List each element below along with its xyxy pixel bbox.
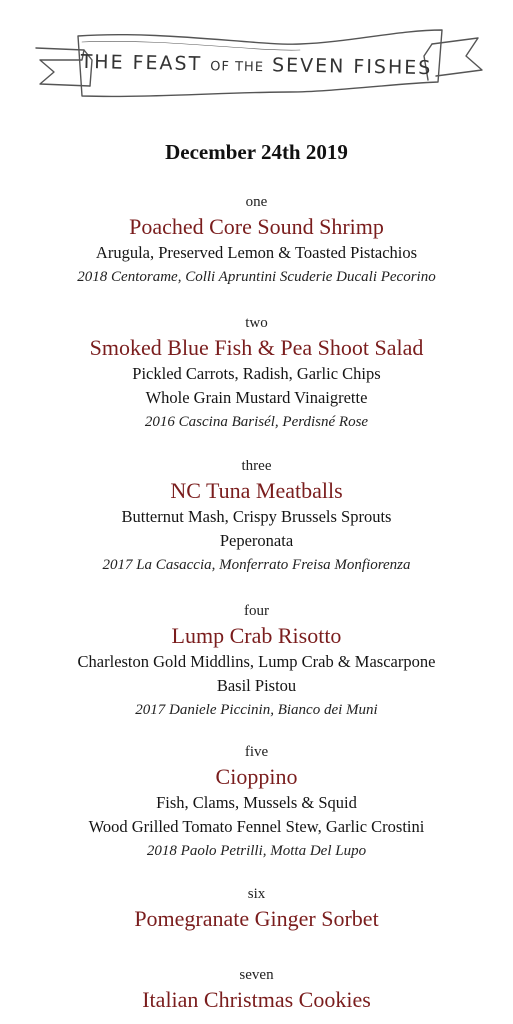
- wine-pairing: 2017 Daniele Piccinin, Bianco dei Muni: [135, 702, 378, 718]
- course-title: Poached Core Sound Shrimp: [129, 214, 384, 239]
- course-description: Butternut Mash, Crispy Brussels Sprouts: [121, 507, 392, 526]
- course-one: [0, 192, 513, 289]
- course-number: six: [247, 886, 266, 902]
- course-description: Basil Pistou: [216, 676, 297, 695]
- course-two: [0, 313, 513, 434]
- course-number: three: [241, 458, 272, 474]
- course-number: five: [244, 744, 269, 760]
- banner-word-feast: FEAST: [132, 51, 203, 76]
- wine-pairing: 2018 Paolo Petrilli, Motta Del Lupo: [146, 843, 367, 859]
- wine-pairing: 2018 Centorame, Colli Apruntini Scuderie Ducali Pecorino: [77, 269, 436, 285]
- course-description: Pickled Carrots, Radish, Garlic Chips: [132, 364, 381, 383]
- course-description: Wood Grilled Tomato Fennel Stew, Garlic Crostini: [88, 817, 425, 836]
- course-title: NC Tuna Meatballs: [170, 478, 343, 503]
- course-title: Cioppino: [215, 764, 298, 789]
- course-description: Arugula, Preserved Lemon & Toasted Pistachios: [95, 243, 418, 262]
- course-title: Italian Christmas Cookies: [142, 987, 371, 1012]
- banner-word-of-the: OF THE: [210, 59, 265, 76]
- course-description: Peperonata: [219, 531, 294, 550]
- course-number: one: [245, 194, 268, 210]
- course-description: Whole Grain Mustard Vinaigrette: [145, 388, 368, 407]
- wine-pairing: 2016 Cascina Barisél, Perdisné Rose: [144, 414, 369, 430]
- course-number: two: [245, 315, 268, 331]
- course-number: seven: [239, 967, 274, 983]
- course-seven: [0, 965, 513, 1014]
- course-number: four: [244, 603, 269, 619]
- title-banner: [0, 0, 513, 118]
- course-description: Charleston Gold Middlins, Lump Crab & Mascarpone: [77, 652, 436, 671]
- menu-date: December 24th 2019: [165, 140, 348, 164]
- course-five: [0, 742, 513, 863]
- wine-pairing: 2017 La Casaccia, Monferrato Freisa Monfiorenza: [102, 557, 411, 573]
- banner-word-seven-fishes: SEVEN FISHES: [271, 54, 433, 80]
- course-description: Fish, Clams, Mussels & Squid: [156, 793, 357, 812]
- course-three: [0, 456, 513, 577]
- banner-word-the: THE: [80, 50, 125, 74]
- course-title: Pomegranate Ginger Sorbet: [134, 906, 379, 931]
- course-four: [0, 601, 513, 722]
- course-six: [0, 884, 513, 933]
- course-title: Smoked Blue Fish & Pea Shoot Salad: [89, 335, 424, 360]
- course-title: Lump Crab Risotto: [171, 623, 342, 648]
